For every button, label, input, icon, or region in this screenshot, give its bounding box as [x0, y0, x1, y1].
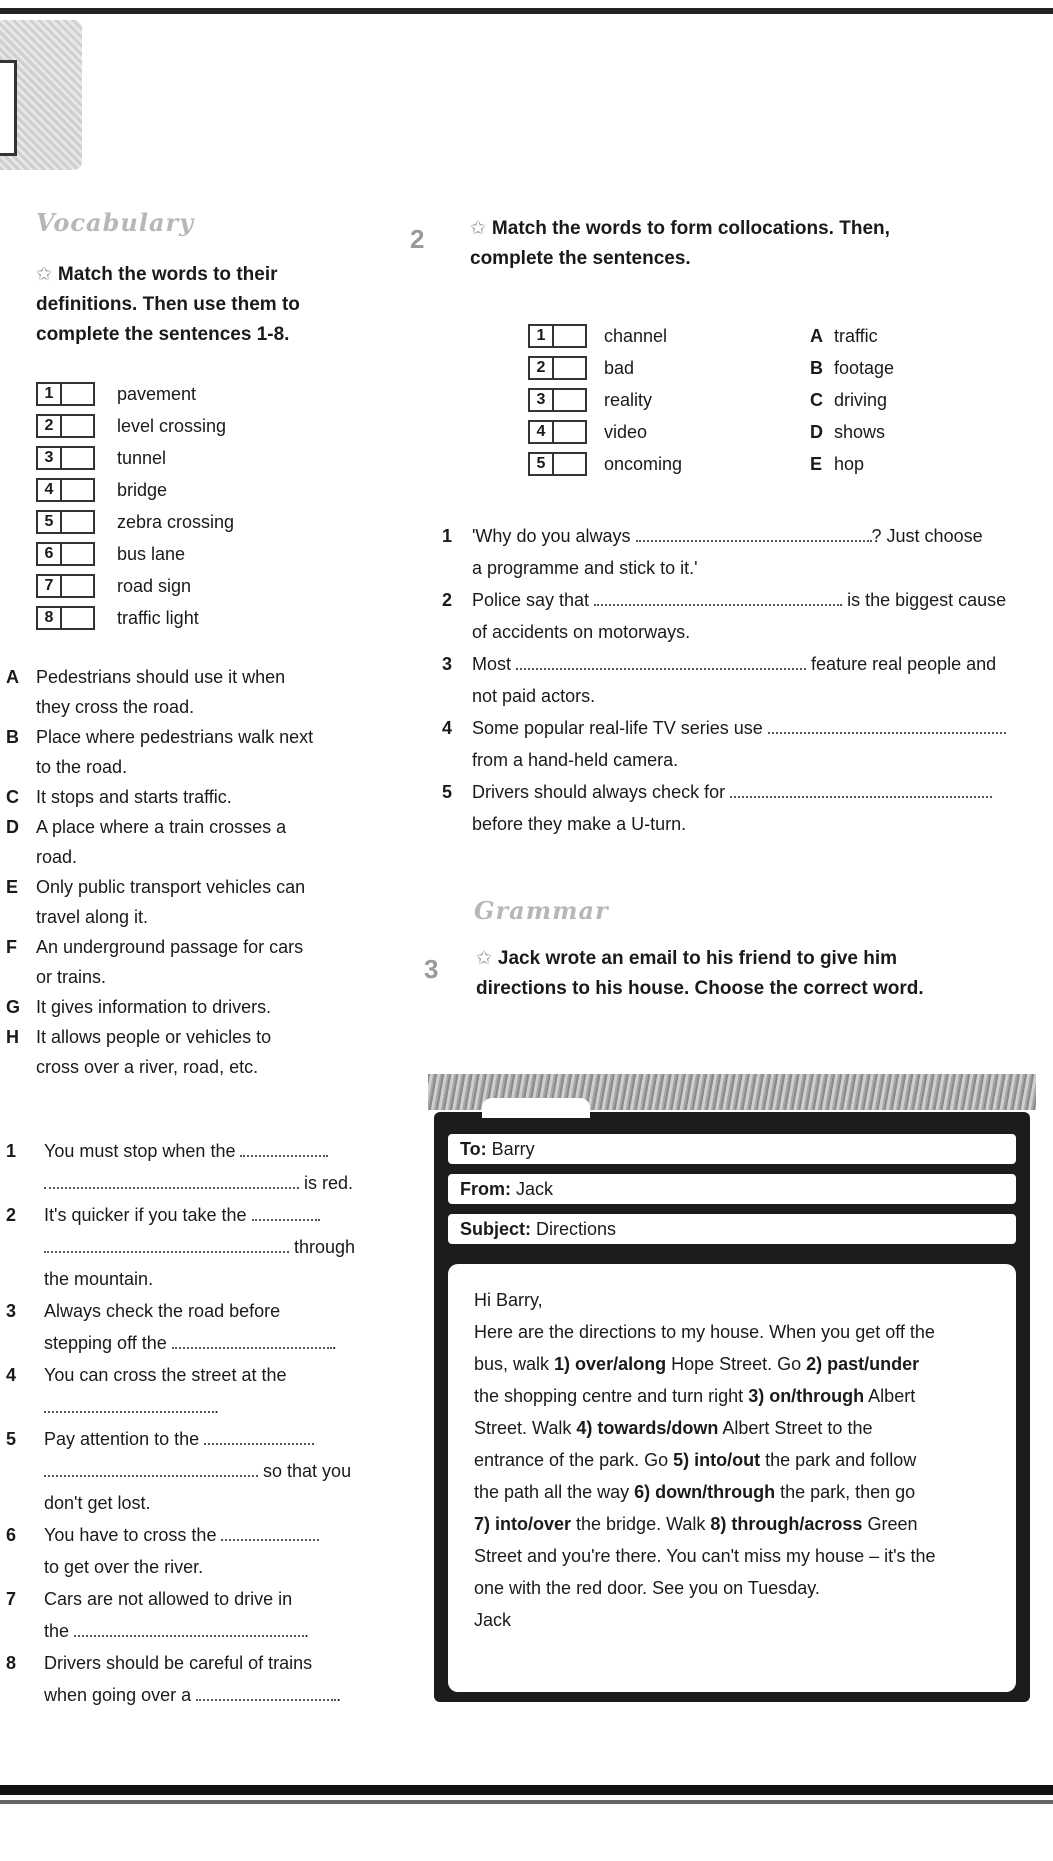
choice-4[interactable]: 4) towards/down — [576, 1418, 719, 1438]
definition-letter: A — [6, 667, 19, 687]
sentence-text: when going over a — [44, 1685, 192, 1705]
email-window — [434, 1112, 1030, 1702]
ex2-instruction — [470, 214, 1040, 274]
collocation-match: traffic — [834, 325, 878, 346]
answer-blank[interactable] — [768, 714, 1006, 734]
word-number: 6 — [38, 544, 62, 564]
sentence-text: . — [331, 1333, 337, 1353]
star-icon: ✩ — [36, 264, 52, 285]
from-value: Jack — [516, 1179, 554, 1199]
sentence-text: You must stop when the — [44, 1141, 236, 1161]
definition-letter: D — [6, 817, 19, 837]
word-label: pavement — [117, 383, 197, 404]
answer-box[interactable] — [528, 388, 587, 412]
ex2-sentences — [442, 520, 1050, 840]
definition-text: to the road. — [36, 757, 128, 777]
definition-letter: C — [6, 787, 19, 807]
definition-item — [6, 722, 376, 782]
sentence-text: before they make a U-turn. — [472, 814, 687, 834]
sentence-item[interactable] — [442, 584, 1050, 648]
sentence-number: 1 — [442, 526, 453, 546]
email-line — [474, 1316, 1000, 1348]
sentence-number: 2 — [6, 1205, 17, 1225]
sentence-text: . — [214, 1397, 220, 1417]
email-signoff: Jack — [474, 1610, 512, 1630]
sentence-text: don't get lost. — [44, 1493, 151, 1513]
sentence-item[interactable] — [442, 520, 1050, 584]
word-label: traffic light — [117, 607, 199, 628]
collocation-match: driving — [834, 389, 888, 410]
sentence-number: 3 — [6, 1301, 17, 1321]
sentence-text: not paid actors. — [472, 686, 596, 706]
sentence-text: 'Why do you always — [472, 526, 631, 546]
email-line — [474, 1412, 1000, 1444]
answer-blank[interactable] — [44, 1393, 214, 1413]
top-rule — [0, 8, 1053, 14]
email-tab — [482, 1098, 590, 1118]
collocation-word: video — [604, 421, 648, 442]
sentence-text: is the biggest cause — [847, 590, 1007, 610]
choice-6[interactable]: 6) down/through — [634, 1482, 776, 1502]
star-icon: ✩ — [476, 948, 492, 969]
sentence-item[interactable] — [442, 712, 1050, 776]
word-number: 1 — [38, 384, 62, 404]
word-number: 7 — [38, 576, 62, 596]
sentence-number: 6 — [6, 1525, 17, 1545]
word-item — [36, 410, 234, 442]
word-number: 3 — [38, 448, 62, 468]
sentence-item[interactable] — [442, 776, 1050, 840]
ex2-instruction-line: complete the sentences. — [470, 248, 691, 269]
word-label: road sign — [117, 575, 192, 596]
sentence-item[interactable] — [6, 1423, 376, 1519]
word-item — [36, 538, 234, 570]
word-item — [36, 442, 234, 474]
ex1-instruction — [36, 260, 366, 350]
collocation-letter: A — [810, 325, 823, 346]
sentence-number: 5 — [6, 1429, 17, 1449]
word-label: zebra crossing — [117, 511, 235, 532]
email-line — [474, 1508, 1000, 1540]
choice-2[interactable]: 2) past/under — [806, 1354, 920, 1374]
sentence-number: 3 — [442, 654, 453, 674]
word-number: 4 — [38, 480, 62, 500]
bottom-rule — [0, 1785, 1053, 1795]
email-line — [474, 1476, 1000, 1508]
ex3-instruction — [476, 944, 1046, 1004]
word-item — [36, 506, 234, 538]
collocation-match: shows — [834, 421, 886, 442]
word-number: 3 — [530, 390, 554, 410]
sentence-text: through — [294, 1237, 356, 1257]
email-line — [474, 1380, 1000, 1412]
answer-box[interactable] — [528, 356, 587, 380]
sentence-item[interactable] — [6, 1199, 376, 1295]
answer-box[interactable] — [36, 446, 95, 470]
answer-blank[interactable] — [44, 1457, 258, 1477]
email-text: Here are the directions to my house. When you get off the — [474, 1322, 935, 1342]
collocation-letter: D — [810, 421, 823, 442]
email-text: Albert — [864, 1386, 916, 1406]
collocation-word: reality — [604, 389, 653, 410]
to-value: Barry — [491, 1139, 535, 1159]
ex1-instruction-line: Match the words to their — [57, 264, 278, 285]
sentence-item[interactable] — [442, 648, 1050, 712]
vocabulary-heading: Vocabulary — [36, 208, 195, 237]
email-text: one with the red door. See you on Tuesday. — [474, 1578, 820, 1598]
email-text: Street and you're there. You can't miss my house – it's the — [474, 1546, 936, 1566]
sentence-number: 8 — [6, 1653, 17, 1673]
sentence-text: Pay attention to the — [44, 1429, 200, 1449]
email-text: Street. Walk — [474, 1418, 577, 1438]
grammar-heading: Grammar — [474, 896, 609, 925]
email-text: Albert Street to the — [718, 1418, 873, 1438]
sentence-text: is red. — [304, 1173, 354, 1193]
ex2-instruction-line: Match the words to form collocations. Then, — [491, 218, 890, 239]
answer-blank[interactable] — [44, 1233, 289, 1253]
word-label: level crossing — [117, 415, 227, 436]
email-text: the park, then go — [775, 1482, 916, 1502]
subject-label: Subject: — [460, 1219, 532, 1239]
definition-text: A place where a train crosses a — [36, 817, 287, 837]
sentence-text: Some popular real-life TV series use — [472, 718, 763, 738]
email-text: the path all the way — [474, 1482, 635, 1502]
answer-blank[interactable] — [240, 1137, 328, 1157]
email-text: entrance of the park. Go — [474, 1450, 674, 1470]
answer-box[interactable] — [528, 324, 587, 348]
to-label: To: — [460, 1139, 487, 1159]
definition-item — [6, 782, 376, 812]
unit-tab-icon — [0, 60, 17, 156]
definition-item — [6, 812, 376, 872]
collocation-word: bad — [604, 357, 635, 378]
word-number: 5 — [38, 512, 62, 532]
collocation-letter: E — [810, 453, 823, 474]
choice-5[interactable]: 5) into/out — [673, 1450, 761, 1470]
answer-blank[interactable] — [516, 650, 806, 670]
sentence-text: stepping off the — [44, 1333, 167, 1353]
email-text: bus, walk — [474, 1354, 555, 1374]
word-item — [36, 570, 234, 602]
answer-box[interactable] — [36, 574, 95, 598]
answer-box[interactable] — [36, 414, 95, 438]
answer-blank[interactable] — [594, 586, 842, 606]
sentence-text: so that you — [263, 1461, 352, 1481]
from-label: From: — [460, 1179, 511, 1199]
subject-value: Directions — [536, 1219, 617, 1239]
sentence-text: You can cross the street at the — [44, 1365, 287, 1385]
word-number: 8 — [38, 608, 62, 628]
ex3-instruction-line: Jack wrote an email to his friend to give him — [497, 948, 898, 969]
email-greeting: Hi Barry, — [474, 1290, 543, 1310]
answer-blank[interactable] — [204, 1425, 314, 1445]
email-line — [474, 1572, 1000, 1604]
answer-blank[interactable] — [252, 1201, 320, 1221]
ex1-definitions — [6, 662, 376, 1082]
definition-text: Only public transport vehicles can — [36, 877, 306, 897]
definition-item — [6, 992, 376, 1022]
collocation-letter: C — [810, 389, 823, 410]
ex1-instruction-line: complete the sentences 1-8. — [36, 324, 290, 345]
sentence-text: Police say that — [472, 590, 590, 610]
answer-box[interactable] — [36, 606, 95, 630]
email-line — [474, 1444, 1000, 1476]
answer-blank[interactable] — [74, 1617, 304, 1637]
ex1-word-list — [36, 378, 234, 634]
choice-7[interactable]: 7) into/over — [474, 1514, 572, 1534]
word-number: 2 — [38, 416, 62, 436]
sentence-item[interactable] — [6, 1295, 376, 1359]
sentence-text: ? Just choose — [871, 526, 983, 546]
answer-blank[interactable] — [44, 1169, 299, 1189]
sentence-number: 7 — [6, 1589, 17, 1609]
sentence-text: a programme and stick to it.' — [472, 558, 698, 578]
sentence-text: . — [336, 1685, 342, 1705]
definition-text: road. — [36, 847, 78, 867]
definition-text: Place where pedestrians walk next — [36, 727, 314, 747]
sentence-text: from a hand-held camera. — [472, 750, 679, 770]
sentence-item[interactable] — [6, 1519, 376, 1583]
sentence-text: of accidents on motorways. — [472, 622, 691, 642]
definition-text: An underground passage for cars — [36, 937, 304, 957]
sentence-number: 4 — [442, 718, 453, 738]
choice-1[interactable]: 1) over/along — [554, 1354, 667, 1374]
answer-box[interactable] — [36, 478, 95, 502]
unit-tab-decoration — [0, 20, 82, 170]
definition-text: they cross the road. — [36, 697, 195, 717]
sentence-text: Drivers should always check for — [472, 782, 726, 802]
answer-box[interactable] — [36, 510, 95, 534]
definition-letter: F — [6, 937, 17, 957]
ex1-instruction-line: definitions. Then use them to — [36, 294, 300, 315]
ex2-number: 2 — [410, 224, 425, 254]
sentence-item[interactable] — [6, 1583, 376, 1647]
answer-blank[interactable] — [221, 1521, 319, 1541]
definition-item — [6, 662, 376, 722]
definition-item — [6, 932, 376, 992]
ex3-instruction-line: directions to his house. Choose the correct word. — [476, 978, 924, 999]
star-icon: ✩ — [470, 218, 486, 239]
word-number: 1 — [530, 326, 554, 346]
sentence-text: Cars are not allowed to drive in — [44, 1589, 293, 1609]
definition-text: cross over a river, road, etc. — [36, 1057, 259, 1077]
sentence-text: the — [44, 1621, 70, 1641]
collocation-word: channel — [604, 325, 668, 346]
collocation-item — [528, 352, 895, 384]
answer-box[interactable] — [36, 382, 95, 406]
answer-blank[interactable] — [172, 1329, 332, 1349]
email-line — [474, 1348, 1000, 1380]
email-text: Green — [862, 1514, 918, 1534]
email-text: the bridge. Walk — [571, 1514, 711, 1534]
email-line — [474, 1540, 1000, 1572]
choice-3[interactable]: 3) on/through — [748, 1386, 865, 1406]
word-number: 4 — [530, 422, 554, 442]
definition-letter: G — [6, 997, 21, 1017]
sentence-text: . — [304, 1621, 310, 1641]
definition-text: Pedestrians should use it when — [36, 667, 286, 687]
email-subject-field — [448, 1214, 1016, 1244]
email-body — [448, 1264, 1016, 1692]
answer-box[interactable] — [528, 420, 587, 444]
word-item — [36, 378, 234, 410]
sentence-text: Most — [472, 654, 512, 674]
bottom-rule-thin — [0, 1800, 1053, 1804]
definition-text: or trains. — [36, 967, 107, 987]
choice-8[interactable]: 8) through/across — [710, 1514, 863, 1534]
collocation-match: footage — [834, 357, 895, 378]
word-label: bus lane — [117, 543, 186, 564]
word-item — [36, 474, 234, 506]
sentence-text: feature real people and — [811, 654, 997, 674]
sentence-text: You have to cross the — [44, 1525, 217, 1545]
email-text: the park and follow — [760, 1450, 917, 1470]
sentence-text: Drivers should be careful of trains — [44, 1653, 313, 1673]
sentence-number: 5 — [442, 782, 453, 802]
collocation-item — [528, 384, 888, 416]
definition-letter: B — [6, 727, 19, 747]
collocation-item — [528, 416, 886, 448]
collocation-item — [528, 448, 865, 480]
answer-blank[interactable] — [730, 778, 992, 798]
answer-box[interactable] — [528, 452, 587, 476]
sentence-item[interactable] — [6, 1359, 376, 1423]
word-label: tunnel — [117, 447, 167, 468]
word-number: 5 — [530, 454, 554, 474]
definition-text: travel along it. — [36, 907, 149, 927]
email-from-field — [448, 1174, 1016, 1204]
email-text: the shopping centre and turn right — [474, 1386, 749, 1406]
definition-letter: H — [6, 1027, 19, 1047]
ex1-sentences — [6, 1135, 376, 1711]
definition-text: It allows people or vehicles to — [36, 1027, 272, 1047]
sentence-text: Always check the road before — [44, 1301, 281, 1321]
definition-text: It stops and starts traffic. — [36, 787, 232, 807]
collocation-letter: B — [810, 357, 823, 378]
sentence-text: the mountain. — [44, 1269, 154, 1289]
word-label: bridge — [117, 479, 168, 500]
collocation-word: oncoming — [604, 453, 683, 474]
answer-blank[interactable] — [636, 522, 872, 542]
sentence-text: to get over the river. — [44, 1557, 204, 1577]
definition-item — [6, 872, 376, 932]
ex3-number: 3 — [424, 954, 439, 984]
word-number: 2 — [530, 358, 554, 378]
sentence-text: It's quicker if you take the — [44, 1205, 247, 1225]
definition-text: It gives information to drivers. — [36, 997, 272, 1017]
sentence-number: 4 — [6, 1365, 17, 1385]
email-text: Hope Street. Go — [666, 1354, 807, 1374]
sentence-number: 2 — [442, 590, 453, 610]
word-item — [36, 602, 234, 634]
definition-item — [6, 1022, 376, 1082]
email-to-field — [448, 1134, 1016, 1164]
definition-letter: E — [6, 877, 19, 897]
sentence-number: 1 — [6, 1141, 17, 1161]
collocation-match: hop — [834, 453, 865, 474]
collocation-item — [528, 320, 878, 352]
sentence-item[interactable] — [6, 1135, 376, 1199]
sentence-item[interactable] — [6, 1647, 376, 1711]
answer-blank[interactable] — [196, 1681, 336, 1701]
answer-box[interactable] — [36, 542, 95, 566]
